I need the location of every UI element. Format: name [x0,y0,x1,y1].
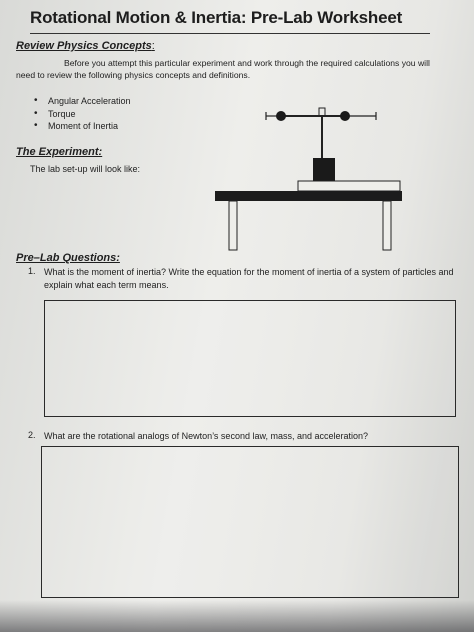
experiment-heading: The Experiment: [16,146,103,158]
table-leg-right [383,201,391,250]
review-heading-colon: : [151,40,155,52]
rotation-base [313,158,335,181]
table-top [215,191,402,201]
page-title: Rotational Motion & Inertia: Pre-Lab Worksheet [30,8,403,27]
answer-box-1[interactable] [44,300,456,417]
concept-item: • Torque [34,108,131,121]
hub [319,108,325,116]
answer-box-2[interactable] [41,446,459,598]
platform [298,181,400,191]
table-leg-left [229,201,237,250]
question-number: 1. [28,266,36,276]
review-intro-text: Before you attempt this particular experiment and work through the required calculations you will need to review the following physics concepts and definitions. [16,58,430,80]
question-text: What is the moment of inertia? Write the equation for the moment of inertia of a system of particles and explain what each term means. [44,267,454,290]
left-mass [276,111,286,121]
prelab-heading: Pre–Lab Questions: [16,252,120,264]
review-heading-text: Review Physics Concepts [16,40,152,52]
question-text: What are the rotational analogs of Newton’s second law, mass, and acceleration? [44,431,369,441]
question-number: 2. [28,430,36,440]
right-mass [340,111,350,121]
experiment-caption: The lab set-up will look like: [30,164,141,174]
concept-item: • Moment of Inertia [34,120,131,133]
photo-shadow [0,600,474,632]
concept-item: • Angular Acceleration [34,95,131,108]
